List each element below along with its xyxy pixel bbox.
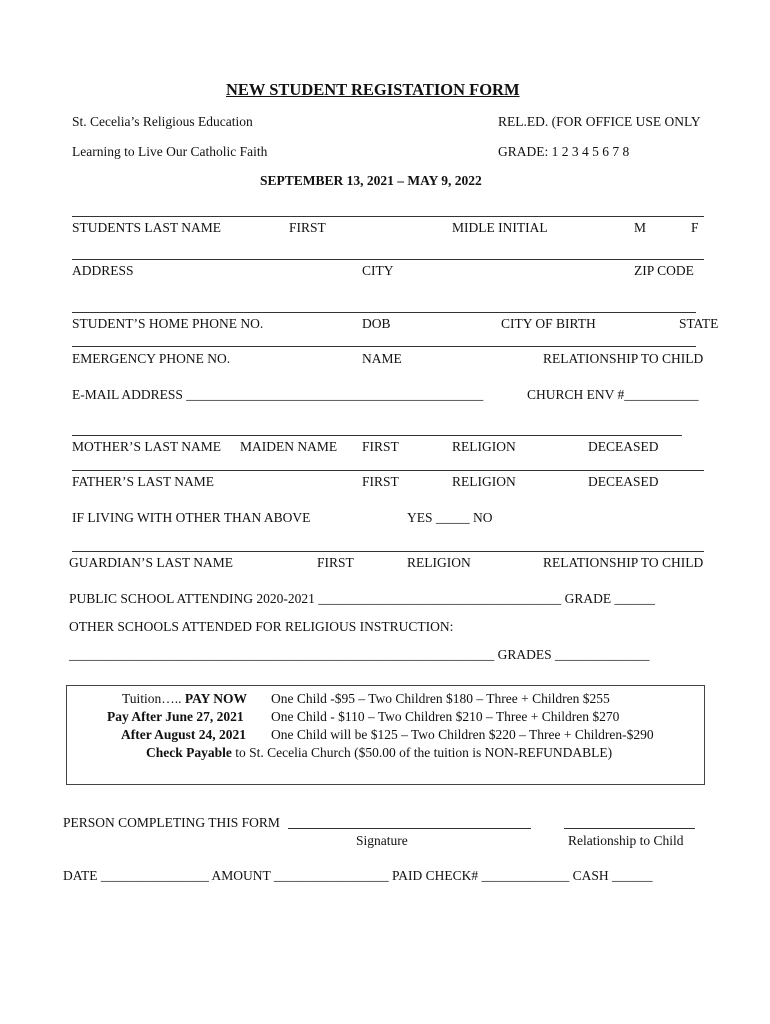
date-amount-paid-line[interactable]: DATE ________________ AMOUNT _________________ PAID CHECK# _____________ CASH ______ xyxy=(63,868,653,883)
gender-m-label: M xyxy=(634,220,647,235)
form-title: NEW STUDENT REGISTATION FORM xyxy=(226,80,520,99)
guardian-relationship-label: RELATIONSHIP TO CHILD xyxy=(543,555,704,570)
guardian-last-name-label: GUARDIAN’S LAST NAME xyxy=(69,555,234,570)
maiden-name-label: MAIDEN NAME xyxy=(240,439,338,454)
person-completing-label: PERSON COMPLETING THIS FORM xyxy=(63,815,280,830)
pay-now-prefix: Tuition….. xyxy=(122,691,182,706)
motto: Learning to Live Our Catholic Faith xyxy=(72,144,268,159)
student-middle-label: MIDLE INITIAL xyxy=(452,220,548,235)
city-label: CITY xyxy=(362,263,394,278)
state-label: STATE xyxy=(679,316,719,331)
mother-first-label: FIRST xyxy=(362,439,399,454)
zip-label: ZIP CODE xyxy=(634,263,694,278)
emergency-line[interactable] xyxy=(72,346,696,347)
after-june-prices: One Child - $110 – Two Children $210 – Three + Children $270 xyxy=(271,709,620,724)
mother-line[interactable] xyxy=(72,435,682,436)
student-last-name-label: STUDENTS LAST NAME xyxy=(72,220,222,235)
student-first-label: FIRST xyxy=(289,220,326,235)
session-dates: SEPTEMBER 13, 2021 – MAY 9, 2022 xyxy=(260,173,482,188)
home-phone-line[interactable] xyxy=(72,312,696,313)
living-other-label: IF LIVING WITH OTHER THAN ABOVE xyxy=(72,510,311,525)
mother-deceased-label: DECEASED xyxy=(588,439,659,454)
emergency-phone-label: EMERGENCY PHONE NO. xyxy=(72,351,231,366)
check-payable-label: Check Payable xyxy=(146,745,232,760)
other-schools-grades-field[interactable]: _______________________________________________________________ GRADES ______________ xyxy=(69,647,650,662)
father-line[interactable] xyxy=(72,470,704,471)
dob-label: DOB xyxy=(362,316,391,331)
after-august-label: After August 24, 2021 xyxy=(121,727,247,742)
father-deceased-label: DECEASED xyxy=(588,474,659,489)
check-payable-line xyxy=(146,745,612,761)
address-line[interactable] xyxy=(72,259,704,260)
signature-caption: Signature xyxy=(356,833,408,848)
father-first-label: FIRST xyxy=(362,474,399,489)
guardian-line[interactable] xyxy=(72,551,704,552)
email-field[interactable]: E-MAIL ADDRESS ____________________________________________ xyxy=(72,387,484,402)
church-env-field[interactable]: CHURCH ENV #___________ xyxy=(527,387,699,402)
home-phone-label: STUDENT’S HOME PHONE NO. xyxy=(72,316,264,331)
after-august-prices: One Child will be $125 – Two Children $220 – Three + Children-$290 xyxy=(271,727,654,742)
after-june-label: Pay After June 27, 2021 xyxy=(107,709,244,724)
guardian-religion-label: RELIGION xyxy=(407,555,471,570)
public-school-field[interactable]: PUBLIC SCHOOL ATTENDING 2020-2021 ____________________________________ GRADE ______ xyxy=(69,591,655,606)
pay-now-label xyxy=(122,691,247,707)
org-name: St. Cecelia’s Religious Education xyxy=(72,114,253,129)
gender-f-label: F xyxy=(691,220,699,235)
check-payable-text: to St. Cecelia Church ($50.00 of the tuition is NON-REFUNDABLE) xyxy=(235,745,613,760)
pay-now-prices: One Child -$95 – Two Children $180 – Three + Children $255 xyxy=(271,691,610,706)
emergency-name-label: NAME xyxy=(362,351,402,366)
city-of-birth-label: CITY OF BIRTH xyxy=(501,316,596,331)
other-schools-label: OTHER SCHOOLS ATTENDED FOR RELIGIOUS INSTRUCTION: xyxy=(69,619,454,634)
mother-religion-label: RELIGION xyxy=(452,439,516,454)
grade-options: GRADE: 1 2 3 4 5 6 7 8 xyxy=(498,144,630,159)
emergency-relationship-label: RELATIONSHIP TO CHILD xyxy=(543,351,704,366)
relationship-caption: Relationship to Child xyxy=(568,833,684,848)
pay-now-bold: PAY NOW xyxy=(184,691,248,706)
student-name-line[interactable] xyxy=(72,216,704,217)
living-other-yes-no[interactable]: YES _____ NO xyxy=(407,510,493,525)
relationship-line[interactable] xyxy=(564,828,695,829)
office-use-label: REL.ED. (FOR OFFICE USE ONLY xyxy=(498,114,701,129)
father-religion-label: RELIGION xyxy=(452,474,516,489)
signature-line[interactable] xyxy=(288,828,531,829)
mother-last-name-label: MOTHER’S LAST NAME xyxy=(72,439,222,454)
address-label: ADDRESS xyxy=(72,263,134,278)
father-last-name-label: FATHER’S LAST NAME xyxy=(72,474,215,489)
guardian-first-label: FIRST xyxy=(317,555,354,570)
